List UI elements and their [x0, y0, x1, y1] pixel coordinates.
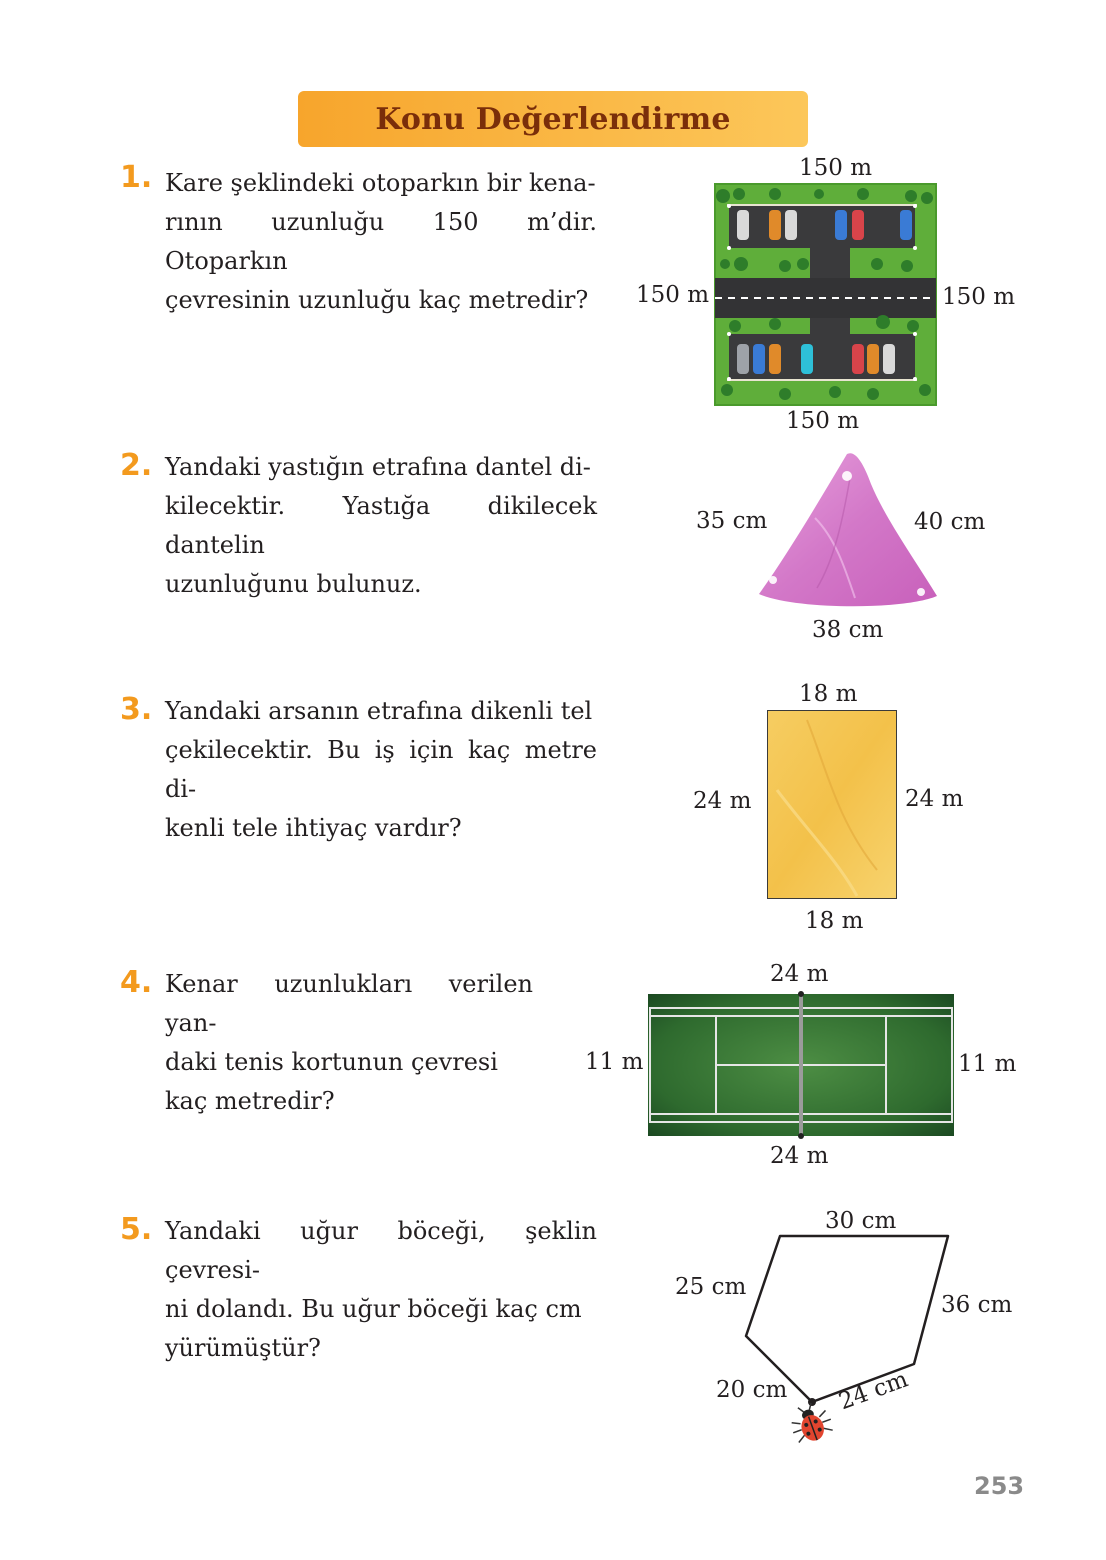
- court-top-label: 24 m: [770, 961, 829, 987]
- question-3-text: Yandaki arsanın etrafına dikenli tel çekilecektir. Bu iş için kaç metre di- kenli tele ihtiyaç vardır?: [165, 697, 597, 842]
- section-title: Konu Değerlendirme: [375, 101, 731, 137]
- land-right-label: 24 m: [905, 786, 964, 812]
- tennis-court-figure: [648, 994, 954, 1136]
- pillow-left-label: 35 cm: [696, 508, 768, 534]
- question-5-text: Yandaki uğur böceği, şeklin çevresi- ni dolandı. Bu uğur böceği kaç cm yürümüştür?: [165, 1217, 597, 1362]
- pentagon-left-label: 25 cm: [675, 1274, 747, 1300]
- question-1-number: 1.: [120, 160, 153, 195]
- question-1-text: Kare şeklindeki otoparkın bir kena- rının uzunluğu 150 m’dir. Otoparkın çevresinin uzunluğu kaç metredir?: [165, 169, 597, 314]
- land-left-label: 24 m: [693, 788, 752, 814]
- pentagon-figure: [740, 1230, 960, 1450]
- land-plot-figure: [767, 710, 897, 900]
- page-number: 253: [974, 1472, 1025, 1500]
- ladybug-icon: [786, 1398, 836, 1446]
- question-2-text: Yandaki yastığın etrafına dantel di- kilecektir. Yastığa dikilecek dantelin uzunluğunu bulunuz.: [165, 453, 597, 598]
- question-4-number: 4.: [120, 965, 153, 1000]
- parking-top-label: 150 m: [799, 155, 873, 181]
- pillow-right-label: 40 cm: [914, 509, 986, 535]
- question-5-number: 5.: [120, 1212, 153, 1247]
- question-3-number: 3.: [120, 692, 153, 727]
- question-4-text: Kenar uzunlukları verilen yan- daki tenis kortunun çevresi kaç metredir?: [165, 970, 533, 1115]
- section-title-banner: [298, 91, 808, 147]
- pentagon-right-label: 36 cm: [941, 1292, 1013, 1318]
- parking-bottom-label: 150 m: [786, 408, 860, 434]
- pillow-bottom-label: 38 cm: [812, 617, 884, 643]
- pentagon-bottom-left-label: 20 cm: [716, 1377, 788, 1403]
- pentagon-bottom-right-label: 24 cm: [835, 1366, 912, 1416]
- court-bottom-label: 24 m: [770, 1143, 829, 1169]
- parking-left-label: 150 m: [636, 282, 710, 308]
- court-left-label: 11 m: [585, 1049, 644, 1075]
- court-right-label: 11 m: [958, 1051, 1017, 1077]
- pentagon-top-label: 30 cm: [825, 1208, 897, 1234]
- land-bottom-label: 18 m: [805, 908, 864, 934]
- land-top-label: 18 m: [799, 681, 858, 707]
- parking-right-label: 150 m: [942, 284, 1016, 310]
- question-2-number: 2.: [120, 448, 153, 483]
- parking-lot-figure: [715, 184, 936, 405]
